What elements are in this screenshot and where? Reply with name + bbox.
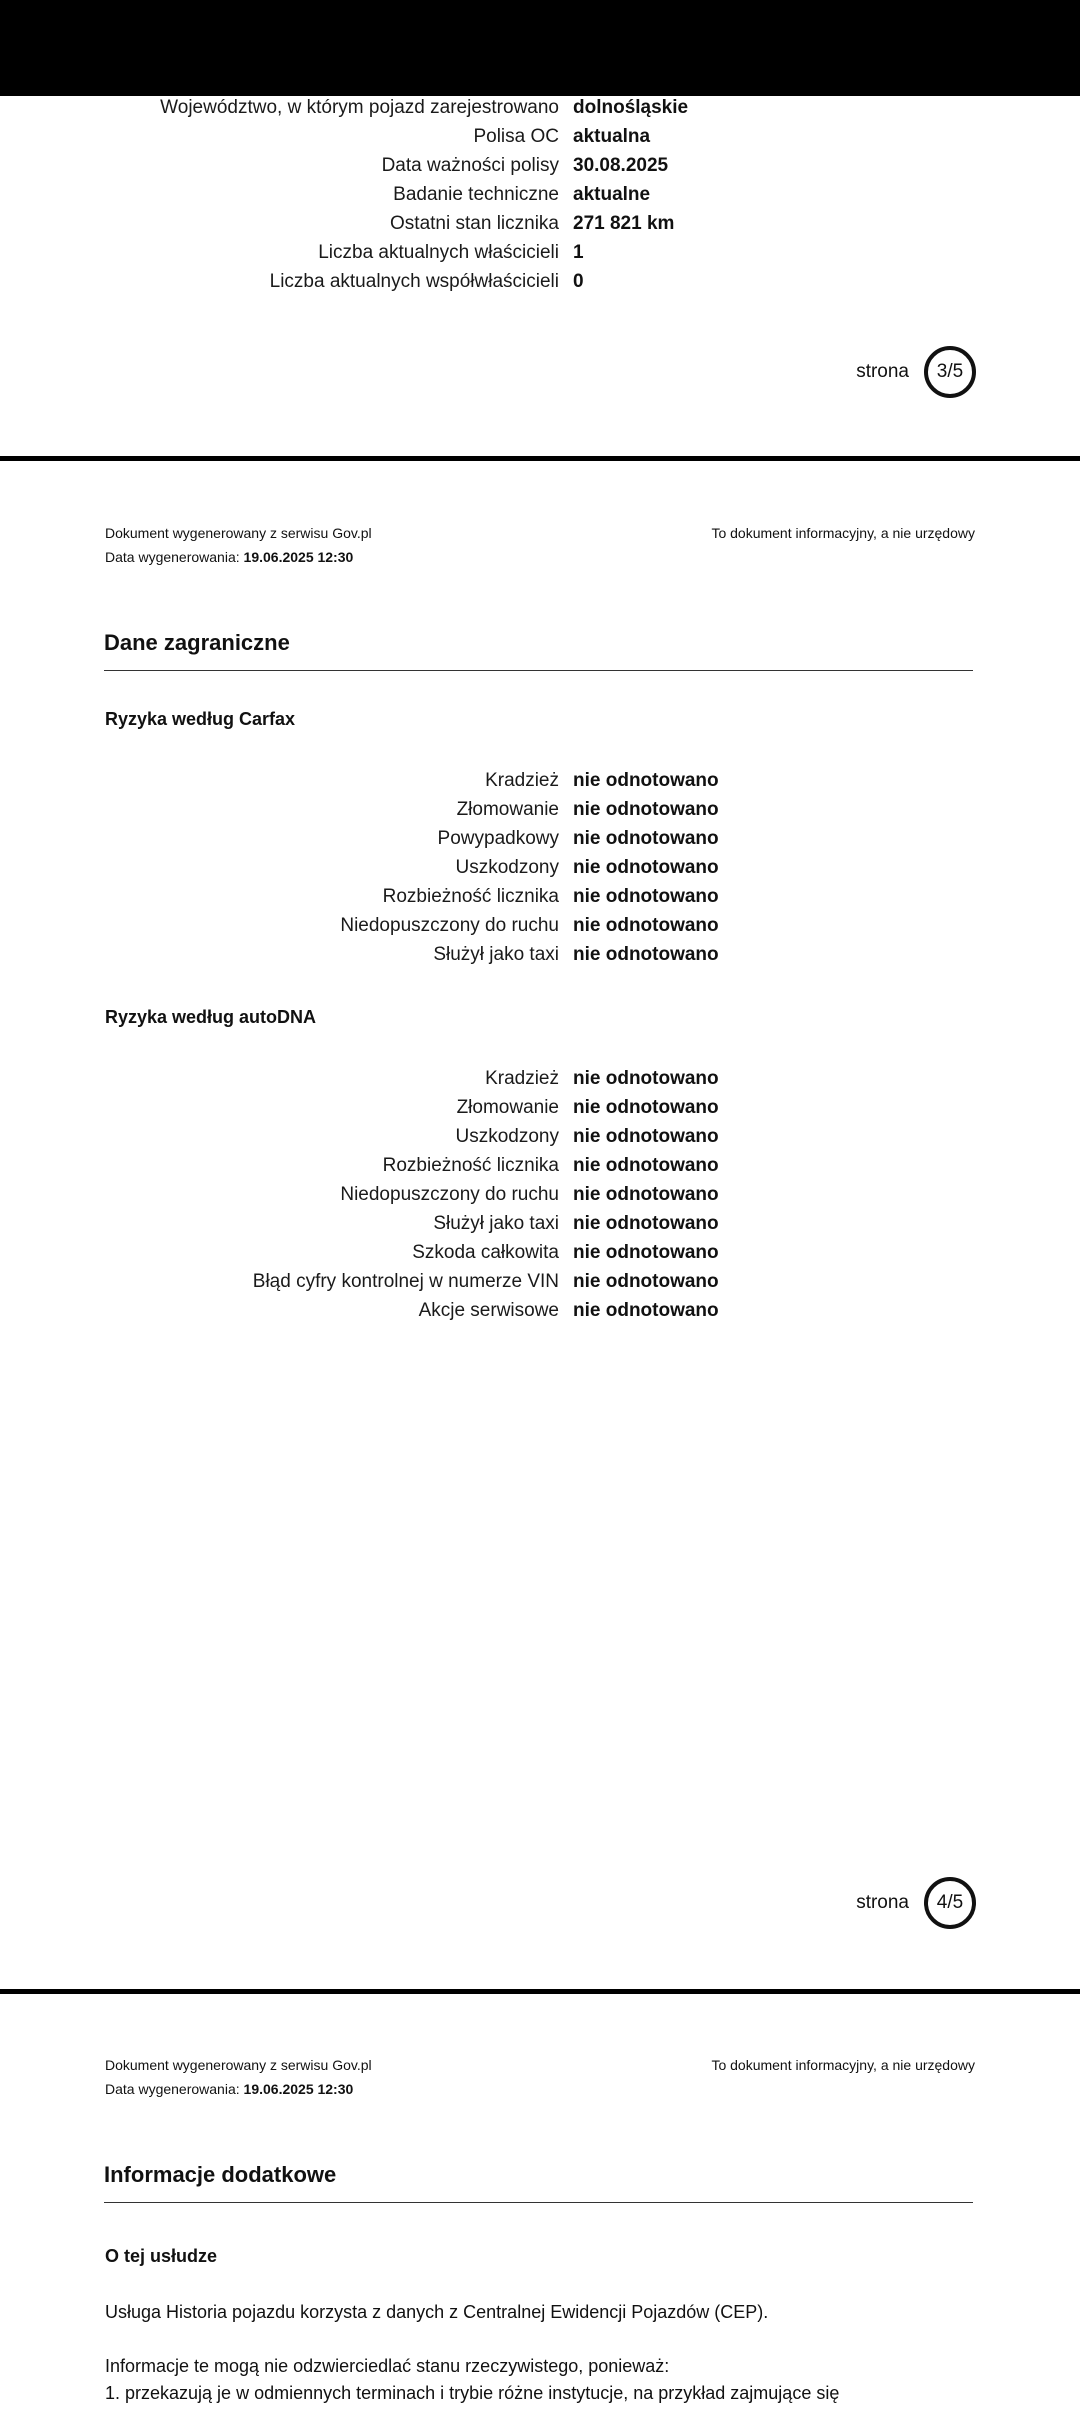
risk-value: nie odnotowano [573, 886, 719, 907]
info-row [0, 122, 1080, 151]
risk-row [0, 1209, 1080, 1238]
header-disclaimer: To dokument informacyjny, a nie urzędowy [711, 525, 975, 541]
risk-label: Służył jako taxi [433, 1213, 559, 1234]
section-title: Dane zagraniczne [104, 630, 290, 655]
risk-label: Akcje serwisowe [418, 1300, 559, 1321]
info-label: Polisa OC [473, 126, 559, 147]
about-paragraph: Usługa Historia pojazdu korzysta z danych z Centralnej Ewidencji Pojazdów (CEP). [105, 2302, 769, 2322]
info-row [0, 151, 1080, 180]
page-indicator [0, 1877, 1080, 1929]
header-disclaimer: To dokument informacyjny, a nie urzędowy [711, 2057, 975, 2073]
info-label: Województwo, w którym pojazd zarejestrowano [160, 97, 559, 118]
risk-value: nie odnotowano [573, 1213, 719, 1234]
risk-row [0, 824, 1080, 853]
page-number-badge: 3/5 [924, 346, 976, 398]
risk-label: Niedopuszczony do ruchu [340, 1184, 559, 1205]
info-label: Badanie techniczne [393, 184, 559, 205]
risk-value: nie odnotowano [573, 1300, 719, 1321]
info-label: Data ważności polisy [381, 155, 559, 176]
info-label: Liczba aktualnych właścicieli [318, 242, 559, 263]
risk-row [0, 1267, 1080, 1296]
risk-value: nie odnotowano [573, 944, 719, 965]
info-label: Ostatni stan licznika [390, 213, 559, 234]
info-label: Liczba aktualnych współwłaścicieli [269, 271, 559, 292]
page-label: strona [856, 1892, 909, 1913]
risk-label: Powypadkowy [437, 828, 559, 849]
page-divider [0, 1989, 1080, 1994]
risk-label: Rozbieżność licznika [382, 886, 559, 907]
risk-label: Służył jako taxi [433, 944, 559, 965]
carfax-subtitle: Ryzyka według Carfax [105, 709, 296, 729]
header-source: Dokument wygenerowany z serwisu Gov.pl [105, 2057, 372, 2073]
risk-value: nie odnotowano [573, 1126, 719, 1147]
autodna-subtitle: Ryzyka według autoDNA [105, 1007, 317, 1027]
risk-row [0, 911, 1080, 940]
about-paragraph: 1. przekazują je w odmiennych terminach i trybie różne instytucje, na przykład zajmujące się [105, 2383, 840, 2403]
risk-value: nie odnotowano [573, 1184, 719, 1205]
risk-label: Szkoda całkowita [412, 1242, 559, 1263]
risk-value: nie odnotowano [573, 1155, 719, 1176]
page-header [105, 2053, 975, 2101]
risk-label: Uszkodzony [455, 1126, 559, 1147]
info-row [0, 209, 1080, 238]
risk-label: Złomowanie [456, 799, 559, 820]
info-value: 30.08.2025 [573, 155, 669, 176]
page-number-badge: 4/5 [924, 1877, 976, 1929]
info-value: 1 [573, 242, 584, 263]
risk-row [0, 1296, 1080, 1325]
risk-label: Złomowanie [456, 1097, 559, 1118]
risk-value: nie odnotowano [573, 799, 719, 820]
risk-row [0, 1093, 1080, 1122]
risk-row [0, 1180, 1080, 1209]
info-value: dolnośląskie [573, 97, 689, 118]
risk-label: Kradzież [485, 770, 559, 791]
risk-row [0, 795, 1080, 824]
risk-value: nie odnotowano [573, 857, 719, 878]
info-value: 271 821 km [573, 213, 675, 234]
risk-label: Niedopuszczony do ruchu [340, 915, 559, 936]
page-divider [0, 456, 1080, 461]
page-label: strona [856, 361, 909, 382]
risk-row [0, 853, 1080, 882]
risk-label: Kradzież [485, 1068, 559, 1089]
section-title: Informacje dodatkowe [104, 2162, 337, 2187]
about-paragraph: Informacje te mogą nie odzwierciedlać stanu rzeczywistego, ponieważ: [105, 2356, 670, 2376]
risk-row [0, 1122, 1080, 1151]
info-row [0, 267, 1080, 296]
risk-value: nie odnotowano [573, 1271, 719, 1292]
top-black-bar [0, 0, 1080, 96]
risk-value: nie odnotowano [573, 770, 719, 791]
header-date: Data wygenerowania: 19.06.2025 12:30 [105, 2081, 354, 2097]
risk-value: nie odnotowano [573, 828, 719, 849]
info-value: aktualne [573, 184, 651, 205]
section-heading [104, 2160, 973, 2203]
info-row [0, 180, 1080, 209]
page-header [105, 521, 975, 569]
risk-label: Uszkodzony [455, 857, 559, 878]
risk-value: nie odnotowano [573, 1097, 719, 1118]
risk-value: nie odnotowano [573, 1242, 719, 1263]
risk-row [0, 940, 1080, 969]
risk-label: Rozbieżność licznika [382, 1155, 559, 1176]
header-date: Data wygenerowania: 19.06.2025 12:30 [105, 549, 354, 565]
section-heading [104, 628, 973, 671]
header-source: Dokument wygenerowany z serwisu Gov.pl [105, 525, 372, 541]
page-indicator [0, 346, 1080, 398]
risk-row [0, 766, 1080, 795]
info-value: aktualna [573, 126, 651, 147]
risk-row [0, 1064, 1080, 1093]
info-row [0, 238, 1080, 267]
risk-row [0, 882, 1080, 911]
risk-value: nie odnotowano [573, 1068, 719, 1089]
info-row [0, 93, 1080, 122]
risk-value: nie odnotowano [573, 915, 719, 936]
risk-label: Błąd cyfry kontrolnej w numerze VIN [252, 1271, 559, 1292]
info-value: 0 [573, 271, 584, 292]
risk-row [0, 1238, 1080, 1267]
about-subtitle: O tej usłudze [105, 2246, 218, 2266]
risk-row [0, 1151, 1080, 1180]
